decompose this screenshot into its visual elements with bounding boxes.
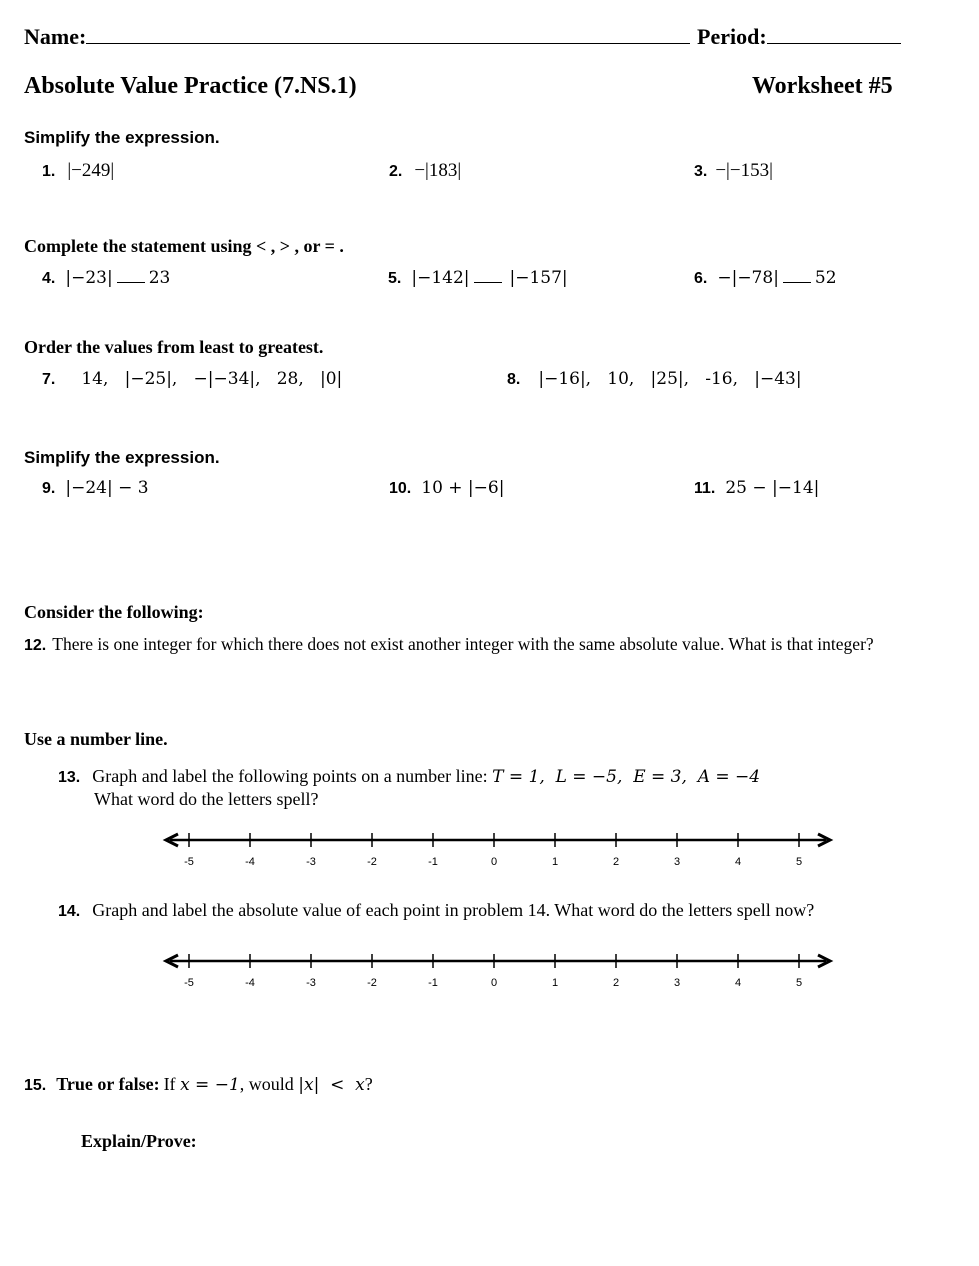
problem-8 — [507, 369, 802, 389]
name-line[interactable] — [86, 25, 690, 44]
problem-6 — [694, 268, 837, 288]
tick-label: -2 — [367, 977, 377, 989]
problem-2 — [389, 160, 461, 182]
problem-5 — [388, 268, 568, 288]
name-label: Name: — [24, 24, 87, 49]
compare-left: |−23| — [65, 268, 113, 288]
problem-text: There is one integer for which there does not exist another integer with the same absolute value. What is that integer? — [52, 634, 874, 654]
problem-number: 5. — [388, 270, 402, 287]
problem-11 — [694, 478, 819, 498]
problem-13-question: What word do the letters spell? — [94, 789, 319, 809]
problem-number: 12. — [24, 637, 47, 654]
problem-number: 7. — [42, 371, 56, 388]
problem-number: 6. — [694, 270, 708, 287]
tick-label: 5 — [795, 977, 803, 989]
problem-number: 9. — [42, 480, 56, 497]
problem-text: Graph and label the following points on a number line: — [92, 766, 493, 786]
compare-right: |−157| — [509, 268, 568, 288]
tick-label: 4 — [734, 856, 742, 868]
tick-label: -3 — [306, 856, 316, 868]
problem-text-a: If — [163, 1074, 181, 1094]
period-label: Period: — [697, 24, 767, 49]
tick-label: -4 — [245, 856, 255, 868]
problem-text-b: , would — [239, 1074, 299, 1094]
problem-expression: −|−153| — [715, 160, 773, 181]
tick-label: 2 — [612, 977, 620, 989]
number-line-axis — [166, 833, 830, 868]
tick-label: 3 — [673, 977, 681, 989]
tick-label: -3 — [306, 977, 316, 989]
problem-points: T = 1, L = −5, E = 3, A = −4 — [492, 767, 761, 787]
section-heading-simplify-2: Simplify the expression. — [24, 448, 220, 467]
section-heading-compare: Complete the statement using < , > , or = . — [24, 236, 344, 256]
tick-label: 3 — [673, 856, 681, 868]
worksheet-title: Absolute Value Practice (7.NS.1) — [24, 73, 357, 99]
problem-math-a: x = −1 — [180, 1075, 240, 1095]
answer-blank[interactable] — [474, 282, 502, 283]
problem-10 — [389, 478, 504, 498]
tick-label: -5 — [184, 977, 194, 989]
number-line-13[interactable] — [160, 826, 840, 874]
tick-label: -2 — [367, 856, 377, 868]
problem-number: 15. — [24, 1077, 47, 1094]
answer-blank[interactable] — [783, 282, 811, 283]
problem-14 — [58, 900, 814, 921]
problem-text-c: ? — [364, 1074, 373, 1094]
tick-label: 0 — [490, 977, 498, 989]
problem-number: 11. — [694, 480, 716, 497]
problem-expression: −|183| — [414, 160, 462, 181]
problem-13 — [58, 766, 760, 787]
section-heading-simplify-1: Simplify the expression. — [24, 128, 220, 147]
problem-9 — [42, 478, 149, 498]
tick-label: 2 — [612, 856, 620, 868]
tick-label: 1 — [551, 977, 559, 989]
name-field[interactable] — [24, 24, 690, 50]
problem-text: Graph and label the absolute value of each point in problem 14. What word do the letters spell now? — [92, 900, 815, 920]
worksheet-number: Worksheet #5 — [752, 73, 893, 99]
problem-number: 13. — [58, 769, 81, 786]
problem-number: 2. — [389, 163, 403, 180]
problem-12 — [24, 634, 874, 655]
tick-label: 0 — [490, 856, 498, 868]
period-line[interactable] — [767, 25, 901, 44]
problem-math-b: |x| < x — [298, 1075, 365, 1095]
problem-expression: 25 − |−14| — [725, 478, 820, 498]
compare-right: 52 — [814, 268, 837, 288]
compare-right: 23 — [148, 268, 171, 288]
problem-15 — [24, 1074, 373, 1095]
tick-label: 4 — [734, 977, 742, 989]
problem-number: 10. — [389, 480, 412, 497]
answer-blank[interactable] — [117, 282, 145, 283]
tick-label: -1 — [428, 856, 438, 868]
section-heading-order: Order the values from least to greatest. — [24, 337, 324, 357]
problem-number: 3. — [694, 163, 708, 180]
compare-left: −|−78| — [717, 268, 779, 288]
problem-expression: 10 + |−6| — [421, 478, 505, 498]
problem-number: 4. — [42, 270, 56, 287]
number-line-axis — [166, 954, 830, 989]
tick-label: 1 — [551, 856, 559, 868]
problem-expression: |−24| − 3 — [65, 478, 149, 498]
number-line-14[interactable] — [160, 947, 840, 995]
problem-number: 1. — [42, 163, 56, 180]
tick-label: -4 — [245, 977, 255, 989]
problem-1 — [42, 160, 114, 182]
section-heading-number-line: Use a number line. — [24, 729, 168, 749]
problem-3 — [694, 160, 773, 182]
section-heading-consider: Consider the following: — [24, 602, 204, 622]
problem-7 — [42, 369, 342, 389]
problem-number: 14. — [58, 903, 81, 920]
period-field[interactable] — [697, 24, 901, 50]
problem-values: 14, |−25|, −|−34|, 28, |0| — [81, 369, 343, 389]
tick-label: 5 — [795, 856, 803, 868]
problem-values: |−16|, 10, |25|, -16, |−43| — [538, 369, 802, 389]
compare-left: |−142| — [411, 268, 470, 288]
problem-4 — [42, 268, 170, 288]
tick-label: -5 — [184, 856, 194, 868]
true-false-label: True or false: — [56, 1074, 160, 1094]
problem-number: 8. — [507, 371, 521, 388]
problem-expression: |−249| — [67, 160, 115, 181]
explain-prove-label: Explain/Prove: — [81, 1131, 197, 1151]
tick-label: -1 — [428, 977, 438, 989]
